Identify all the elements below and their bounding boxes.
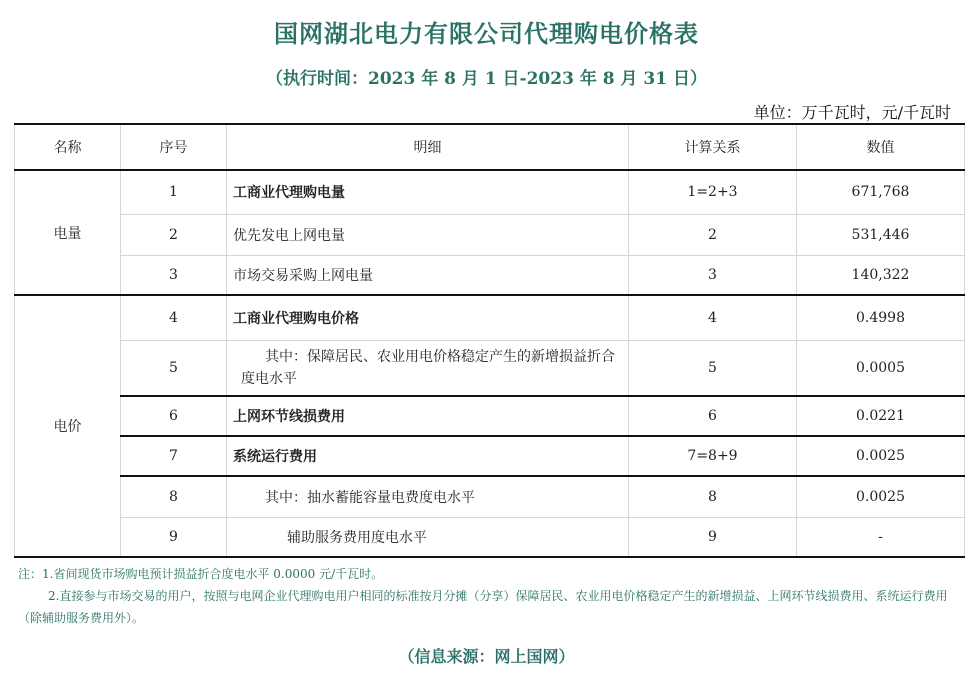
table-row xyxy=(15,170,965,214)
header-relation: 计算关系 xyxy=(629,124,797,170)
row-value: 140,322 xyxy=(797,255,965,295)
row-value: 671,768 xyxy=(797,170,965,214)
row-detail: 系统运行费用 xyxy=(227,436,629,476)
row-detail: 其中：保障居民、农业用电价格稳定产生的新增损益折合度电水平 xyxy=(227,340,629,396)
row-relation: 1=2+3 xyxy=(629,170,797,214)
table-row xyxy=(15,214,965,255)
row-value: - xyxy=(797,517,965,557)
row-relation: 2 xyxy=(629,214,797,255)
group-energy: 电量 xyxy=(15,170,121,295)
row-detail: 工商业代理购电价格 xyxy=(227,295,629,340)
header-seq: 序号 xyxy=(121,124,227,170)
table-row xyxy=(15,295,965,340)
price-table xyxy=(14,123,965,558)
row-seq: 3 xyxy=(121,255,227,295)
table-row xyxy=(15,340,965,396)
note-1: 注：1.省间现货市场购电预计损益折合度电水平 0.0000 元/千瓦时。 xyxy=(18,567,384,581)
table-header-row xyxy=(15,124,965,170)
info-source: （信息来源：网上国网） xyxy=(398,647,575,666)
row-seq: 9 xyxy=(121,517,227,557)
row-seq: 7 xyxy=(121,436,227,476)
row-value: 0.0221 xyxy=(797,396,965,436)
table-row xyxy=(15,517,965,557)
row-relation: 8 xyxy=(629,476,797,517)
header-value: 数值 xyxy=(797,124,965,170)
row-value: 0.0005 xyxy=(797,340,965,396)
row-seq: 6 xyxy=(121,396,227,436)
table-row xyxy=(15,255,965,295)
row-relation: 9 xyxy=(629,517,797,557)
row-detail: 其中：抽水蓄能容量电费度电水平 xyxy=(227,476,629,517)
header-detail: 明细 xyxy=(227,124,629,170)
row-detail: 优先发电上网电量 xyxy=(227,214,629,255)
row-relation: 4 xyxy=(629,295,797,340)
row-seq: 1 xyxy=(121,170,227,214)
row-detail: 工商业代理购电量 xyxy=(227,170,629,214)
row-seq: 8 xyxy=(121,476,227,517)
notes xyxy=(18,563,963,629)
unit-label: 单位：万千瓦时，元/千瓦时 xyxy=(753,103,951,122)
row-value: 0.0025 xyxy=(797,436,965,476)
table-row xyxy=(15,396,965,436)
table-row xyxy=(15,436,965,476)
row-relation: 5 xyxy=(629,340,797,396)
row-detail: 市场交易采购上网电量 xyxy=(227,255,629,295)
row-relation: 6 xyxy=(629,396,797,436)
row-seq: 2 xyxy=(121,214,227,255)
row-detail: 上网环节线损费用 xyxy=(227,396,629,436)
row-value: 0.4998 xyxy=(797,295,965,340)
row-seq: 5 xyxy=(121,340,227,396)
group-price: 电价 xyxy=(15,295,121,557)
row-relation: 3 xyxy=(629,255,797,295)
row-detail: 辅助服务费用度电水平 xyxy=(227,517,629,557)
row-seq: 4 xyxy=(121,295,227,340)
page-title: 国网湖北电力有限公司代理购电价格表 xyxy=(274,19,699,48)
note-2: 2.直接参与市场交易的用户，按照与电网企业代理购电用户相同的标准按月分摊（分享）保障居民、农业用电价格稳定产生的新增损益、上网环节线损费用、系统运行费用（除辅助服务费用外）。 xyxy=(18,589,948,625)
header-name: 名称 xyxy=(15,124,121,170)
row-relation: 7=8+9 xyxy=(629,436,797,476)
table-row xyxy=(15,476,965,517)
effective-period: （执行时间：2023 年 8 月 1 日-2023 年 8 月 31 日） xyxy=(265,69,707,89)
row-value: 0.0025 xyxy=(797,476,965,517)
row-value: 531,446 xyxy=(797,214,965,255)
